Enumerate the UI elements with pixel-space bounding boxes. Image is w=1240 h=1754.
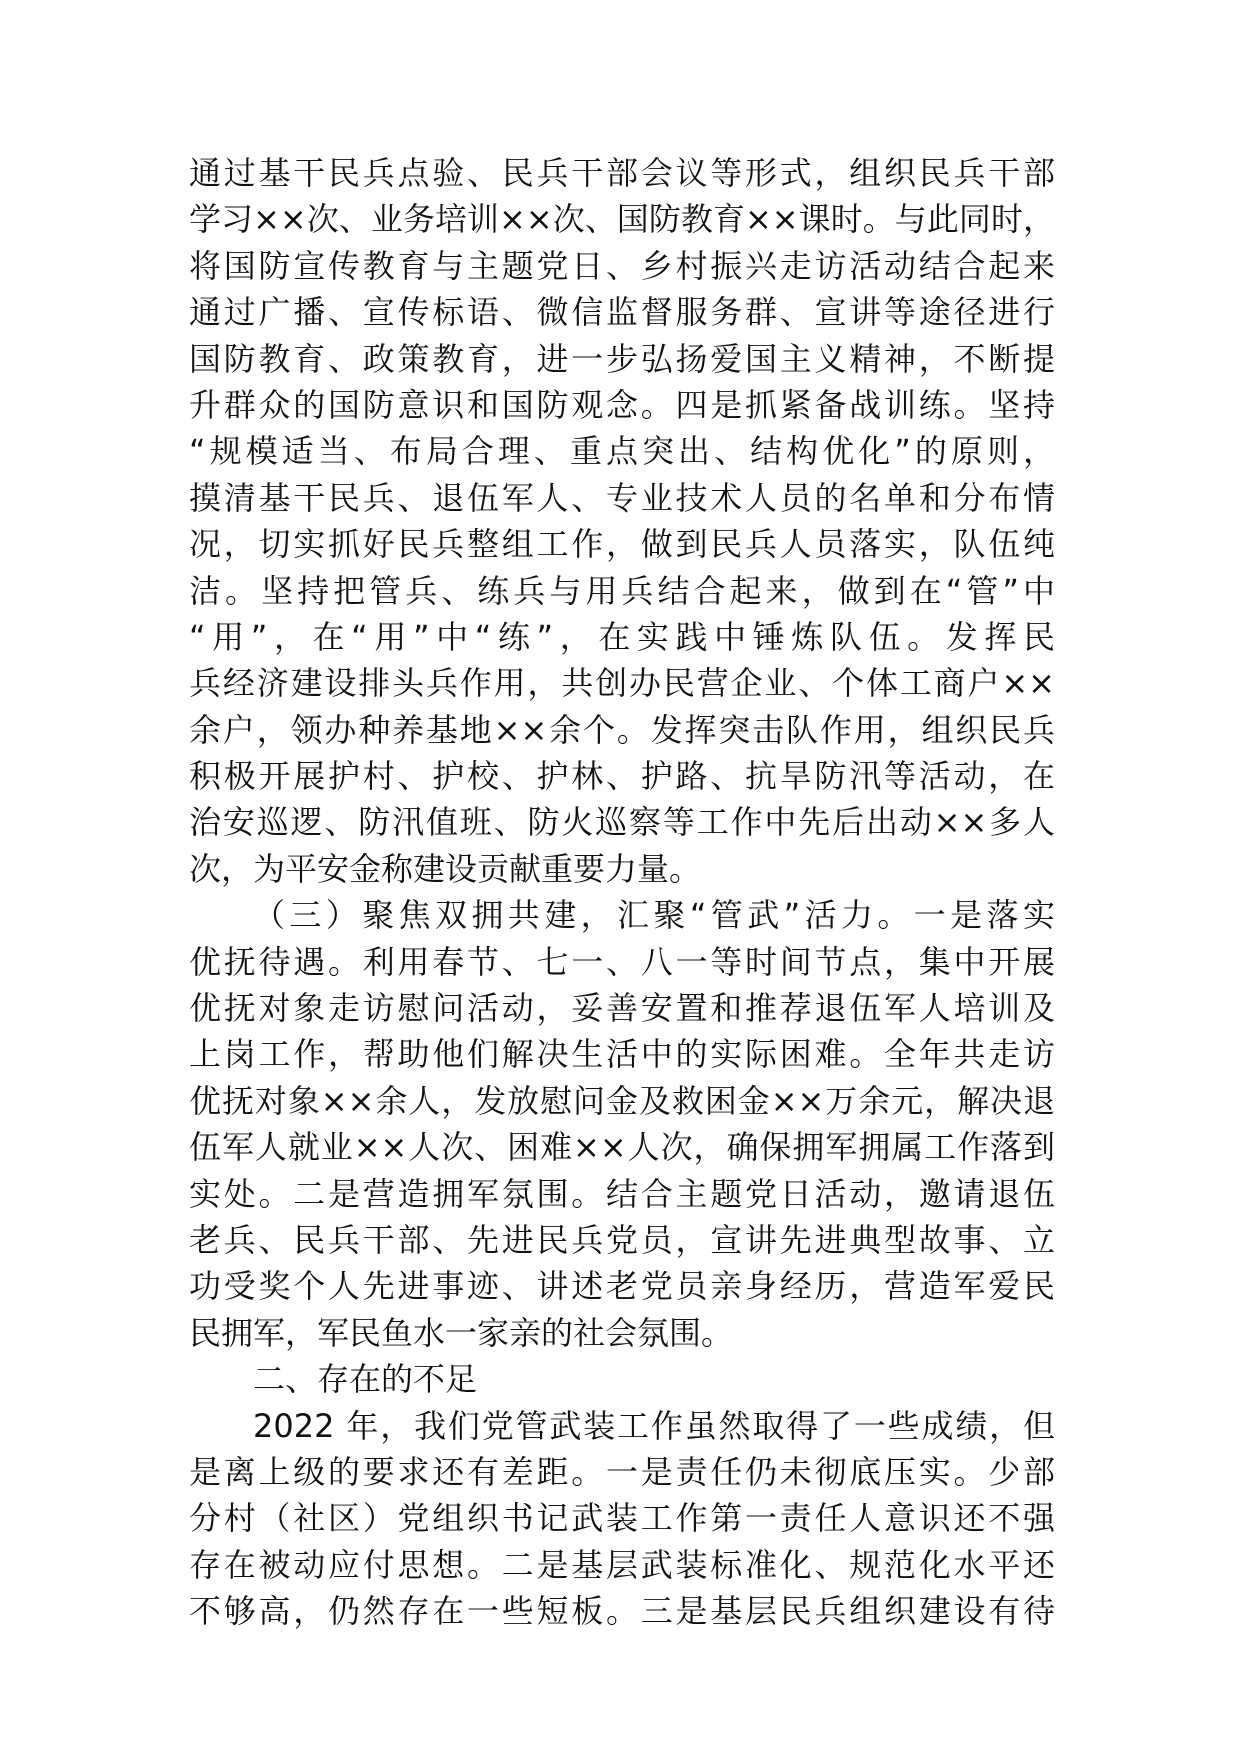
text-line: 积极开展护村、护校、护林、护路、抗旱防汛等活动，在 [189,757,1055,796]
text-line: 实处。二是营造拥军氛围。结合主题党日活动，邀请退伍 [189,1174,1055,1213]
text-line: 上岗工作，帮助他们解决生活中的实际困难。全年共走访 [189,1035,1055,1074]
text-line: 次，为平安金称建设贡献重要力量。 [189,849,702,888]
text-line: 治安巡逻、防汛值班、防火巡察等工作中先后出动××多人 [189,803,1055,842]
text-line: 不够高，仍然存在一些短板。三是基层民兵组织建设有待 [189,1592,1055,1631]
text-line: 摸清基干民兵、退伍军人、专业技术人员的名单和分布情 [189,478,1055,517]
text-line: 老兵、民兵干部、先进民兵党员，宣讲先进典型故事、立 [189,1220,1055,1259]
text-line: 学习××次、业务培训××次、国防教育××课时。与此同时， [189,200,1055,239]
text-line: 通过基干民兵点验、民兵干部会议等形式，组织民兵干部 [189,154,1055,192]
text-line: 优抚对象走访慰问活动，妥善安置和推荐退伍军人培训及 [189,989,1055,1028]
text-line: 2022 年，我们党管武装工作虽然取得了一些成绩，但 [253,1406,1055,1445]
text-line: 伍军人就业××人次、困难××人次，确保拥军拥属工作落到 [189,1128,1055,1167]
text-line: 兵经济建设排头兵作用，共创办民营企业、个体工商户×× [189,664,1055,703]
text-line: “规模适当、布局合理、重点突出、结构优化”的原则， [189,432,1055,471]
text-line: 国防教育、政策教育，进一步弘扬爱国主义精神，不断提 [189,339,1055,378]
text-line: 分村（社区）党组织书记武装工作第一责任人意识还不强 [189,1499,1055,1538]
text-line: （三）聚焦双拥共建，汇聚“管武”活力。一是落实 [253,896,1055,935]
text-line: 余户，领办种养基地××余个。发挥突击队作用，组织民兵 [189,710,1055,749]
body-text [189,150,1055,1635]
text-line: 民拥军，军民鱼水一家亲的社会氛围。 [189,1313,734,1352]
text-line: 优抚对象××余人，发放慰问金及救困金××万余元，解决退 [189,1081,1055,1120]
text-line: 二、存在的不足 [253,1360,478,1399]
text-line: 功受奖个人先进事迹、讲述老党员亲身经历，营造军爱民 [189,1267,1055,1306]
text-line: 升群众的国防意识和国防观念。四是抓紧备战训练。坚持 [189,385,1055,424]
text-line: 将国防宣传教育与主题党日、乡村振兴走访活动结合起来 [189,246,1055,285]
text-line: 洁。坚持把管兵、练兵与用兵结合起来，做到在“管”中 [189,571,1055,610]
text-line: “用”，在“用”中“练”，在实践中锤炼队伍。发挥民 [189,617,1055,656]
text-line: 存在被动应付思想。二是基层武装标准化、规范化水平还 [189,1545,1055,1584]
text-line: 是离上级的要求还有差距。一是责任仍未彻底压实。少部 [189,1452,1055,1491]
text-line: 优抚待遇。利用春节、七一、八一等时间节点，集中开展 [189,942,1055,981]
text-line: 况，切实抓好民兵整组工作，做到民兵人员落实，队伍纯 [189,525,1055,564]
text-line: 通过广播、宣传标语、微信监督服务群、宣讲等途径进行 [189,293,1055,332]
